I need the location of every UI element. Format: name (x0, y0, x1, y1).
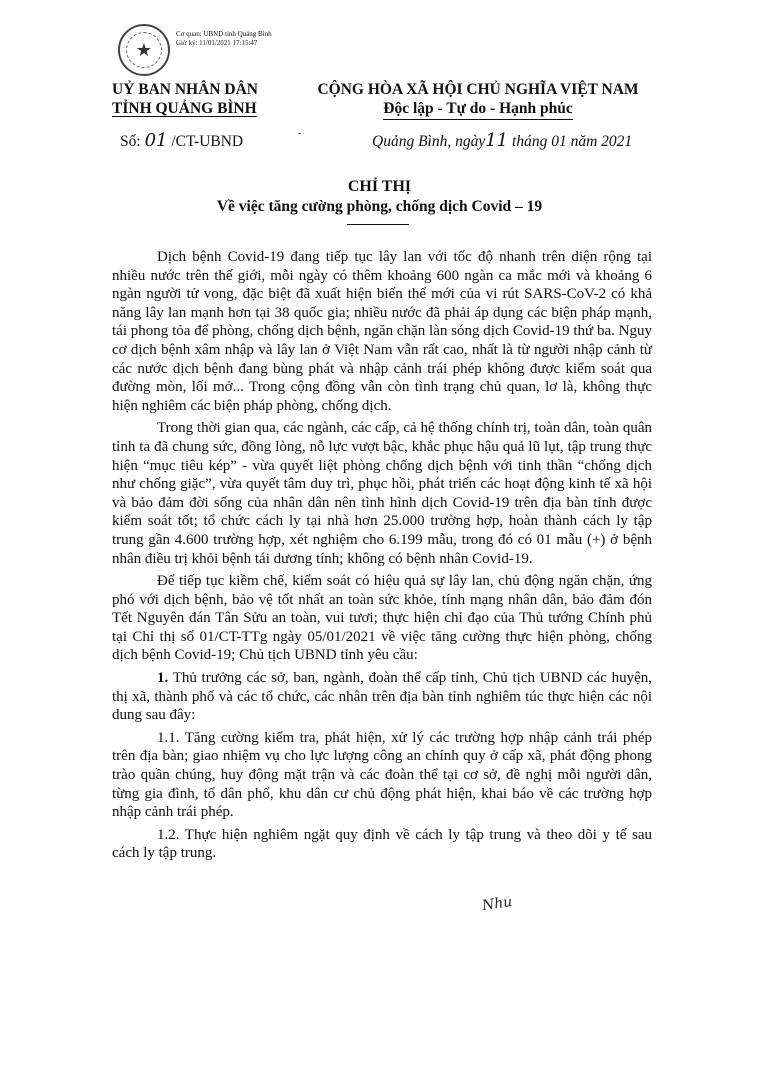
document-subtitle: Về việc tăng cường phòng, chống dịch Covid – 19 (216, 198, 543, 215)
document-number (120, 130, 243, 151)
official-seal-icon (118, 24, 170, 76)
paragraph-1: Dịch bệnh Covid-19 đang tiếp tục lây lan với tốc độ nhanh trên diện rộng tại nhiều nước trên thế giới, mỗi ngày có thêm khoảng 600 ngàn ca mắc mới và khoảng 6 ngàn người tử vong, đặc biệt đã xuất hiện biến thể mới của vi rút SARS-CoV-2 có khả năng lây lan mạnh hơn tại 38 quốc gia; nhiều nước đã phải áp dụng các biện pháp mạnh, tái phong tỏa để phòng, chống dịch bệnh, ngăn chặn làn sóng dịch Covid-19 thứ ba. Nguy cơ dịch bệnh xâm nhập và lây lan ở Việt Nam vẫn rất cao, nhất là từ người nhập cảnh từ các nước dịch bệnh đang bùng phát và nhập cảnh trái phép không được kiểm soát qua đường mòn, lối mở... Trong cộng đồng vẫn còn tình trạng chủ quan, lơ là, không thực hiện nghiêm các biện pháp phòng, chống dịch. (112, 249, 652, 414)
issuer-line-1: UỶ BAN NHÂN DÂN (112, 81, 258, 98)
date-place: Quảng Bình, ngày (372, 133, 486, 150)
doc-number-prefix: Số: (120, 133, 141, 150)
page-initials-signature: Nhu (481, 893, 514, 915)
issuer-line-2: TỈNH QUẢNG BÌNH (112, 100, 257, 117)
paragraph-item-1-1: 1.1. Tăng cường kiểm tra, phát hiện, xử lý các trường hợp nhập cảnh trái phép trên địa bàn; giao nhiệm vụ cho lực lượng công an chính quy ở cấp xã, phát động phong trào quần chúng, huy động mặt trận và các đoàn thể tại cơ sở, đề nghị mỗi người dân, từng gia đình, tổ dân phố, khu dân cư chủ động phát hiện, khai báo về các trường hợp nhập cảnh trái phép. (112, 729, 652, 821)
emblem-star-icon: ★ (126, 32, 162, 68)
issue-date (372, 130, 632, 151)
doc-number-value: 01 (144, 130, 168, 151)
country-name: CỘNG HÒA XÃ HỘI CHỦ NGHĨA VIỆT NAM (317, 81, 639, 98)
paragraph-item-1 (112, 669, 652, 725)
date-day: 11 (485, 130, 509, 151)
item-1-number: 1. (157, 670, 169, 687)
signature-agency: Cơ quan: UBND tỉnh Quảng Bình (176, 30, 272, 38)
doc-number-suffix: /CT-UBND (171, 133, 244, 150)
paragraph-item-1-2: 1.2. Thực hiện nghiêm ngặt quy định về cách ly tập trung và theo dõi y tế sau cách ly tập trung. (112, 826, 652, 862)
issuer-header (112, 80, 312, 118)
paragraph-3: Để tiếp tục kiềm chế, kiểm soát có hiệu quả sự lây lan, chủ động ngăn chặn, ứng phó với dịch bệnh, bảo vệ tốt nhất an toàn sức khỏe, tính mạng nhân dân, bảo đảm đón Tết Nguyên đán Tân Sửu an toàn, vui tươi; thực hiện chỉ đạo của Thủ tướng Chính phủ tại Chỉ thị số 01/CT-TTg ngày 05/01/2021 về việc tăng cường thực hiện phòng, chống dịch bệnh Covid-19; Chủ tịch UBND tỉnh yêu cầu: (112, 573, 652, 664)
subtitle-divider (347, 224, 409, 225)
national-header (308, 80, 648, 120)
national-motto: Độc lập - Tự do - Hạnh phúc (383, 99, 572, 120)
signature-time: Giờ ký: 11/01/2021 17:15:47 (176, 39, 258, 47)
paragraph-2: Trong thời gian qua, các ngành, các cấp, cả hệ thống chính trị, toàn dân, toàn quân tỉnh ta đã chung sức, đồng lòng, nỗ lực vượt bậc, khắc phục hậu quả lũ lụt, tập trung thực hiện “mục tiêu kép” - vừa quyết liệt phòng chống dịch bệnh với tinh thần “chống dịch như chống giặc”, vừa quyết tâm duy trì, phục hồi, phát triển các hoạt động kinh tế xã hội và bảo đảm đời sống của nhân dân nên tình hình dịch Covid-19 trên địa bàn tỉnh được kiểm soát tốt; tổ chức cách ly tại nhà hơn 25.000 trường hợp, hoàn thành cách ly tập trung gần 4.600 trường hợp, xét nghiệm cho 6.199 mẫu, trong đó có 01 mẫu (+) ở bệnh nhân điều trị khỏi bệnh tái dương tính; không có bệnh nhân Covid-19. (112, 420, 652, 567)
document-title: CHỈ THỊ (347, 178, 412, 195)
date-rest: tháng 01 năm 2021 (512, 133, 633, 150)
separator-mark: - (298, 128, 302, 139)
digital-signature-info (176, 30, 272, 48)
document-body (112, 248, 652, 863)
item-1-text: Thủ trưởng các sở, ban, ngành, đoàn thể cấp tỉnh, Chủ tịch UBND các huyện, thị xã, thành phố và các tổ chức, các nhân trên địa bàn tỉnh nghiêm túc thực hiện các nội dung sau đây: (112, 670, 652, 724)
